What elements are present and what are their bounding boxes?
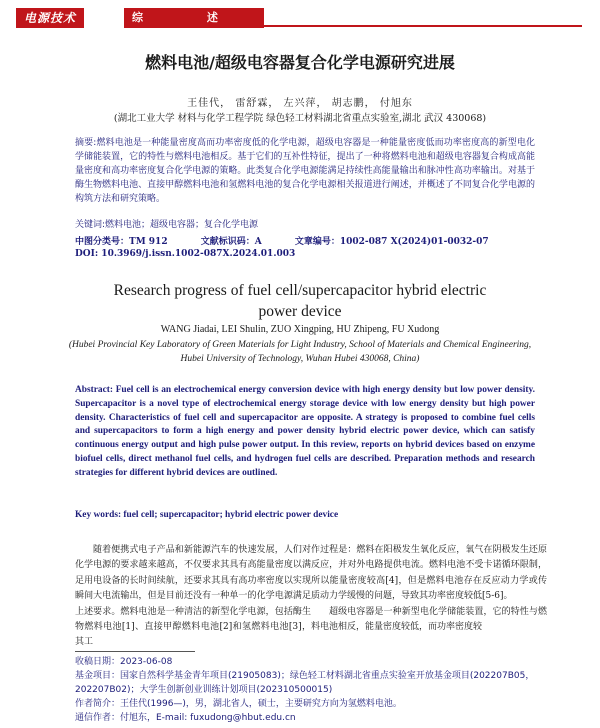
received-date: 收稿日期：2023-06-08 xyxy=(75,657,173,667)
author-bio: 作者简介：王佳代(1996—)，男，湖北省人，硕士，主要研究方向为氢燃料电池。 xyxy=(75,699,402,709)
body-column-left: 随着便携式电子产品和新能源汽车的快速发展，人们对化学电源的要求越来越高，不仅要求其具有高能量密度以满足用电设备的长时间续航，还要求其具有高功率密度以实现瞬间大电流输出，但是目前还没有一种单一的化学电源满足上述要求。燃料电池是一种清洁的新型化学电源，包括酶生物燃料电池[1]、直接甲醇燃料电池[2]和氢燃料电池[3]，其工 xyxy=(75,545,311,648)
document-code: 文献标识码：A xyxy=(200,237,262,247)
footnote-rule xyxy=(75,651,195,652)
section-char-1: 综 xyxy=(132,11,143,24)
corresponding-author: 通信作者：付旭东，E-mail: fuxudong@hbut.edu.cn xyxy=(75,713,296,723)
keywords-english: Key words: fuel cell; supercapacitor; hybrid electric power device xyxy=(75,510,339,520)
journal-header xyxy=(16,8,582,28)
title-chinese: 燃料电池/超级电容器复合化学电源研究进展 xyxy=(145,53,455,72)
abstract-english: Abstract: Fuel cell is an electrochemical energy conversion device with high energy density but low power density. Supercapacitor is a novel type of electrochemical energy storage device with low energy density but high power density. Characteristics of fuel cell and supercapacitor are opposite. A strategy is proposed to combine fuel cells and supercapacitors to form a high energy and power density hybrid electric power device, which can satisfy continuous energy output and high pulse power output. In this review, reports on hybrid devices based on enzyme biofuel cells, direct methanol fuel cells, and hydrogen fuel cells are described. Preparation methods and research strategies for different hybrid devices are outlined. xyxy=(75,385,535,478)
authors-chinese: 王佳代， 雷舒霖， 左兴萍， 胡志鹏， 付旭东 xyxy=(187,98,413,109)
article-number: 文章编号：1002-087 X(2024)01-0032-07 xyxy=(294,237,489,247)
header-rule xyxy=(264,25,582,27)
clc-number: 中图分类号：TM 912 xyxy=(75,237,168,247)
body-column-right xyxy=(311,543,547,635)
footnotes xyxy=(75,655,545,725)
classification-info xyxy=(75,234,535,247)
affiliation-english: (Hubei Provincial Key Laboratory of Green Materials for Light Industry, School of Materials and Chemical Engineering, Hubei University of Technology, Wuhan Hubei 430068, China) xyxy=(68,340,532,364)
affiliation-chinese: (湖北工业大学 材料与化学工程学院 绿色轻工材料湖北省重点实验室,湖北 武汉 430068) xyxy=(113,113,487,124)
doi: DOI: 10.3969/j.issn.1002-087X.2024.01.003 xyxy=(75,249,296,259)
section-label xyxy=(124,8,264,28)
authors-english: WANG Jiadai, LEI Shulin, ZUO Xingping, HU Zhipeng, FU Xudong xyxy=(160,324,440,335)
title-english: Research progress of fuel cell/supercapacitor hybrid electric power device xyxy=(113,282,487,320)
keywords-chinese: 关键词:燃料电池；超级电容器；复合化学电源 xyxy=(75,220,259,230)
section-char-2: 述 xyxy=(206,11,218,24)
body-paragraph: 超级电容器是一种新型电化学储能装置，它的特性与燃料电池相反，能量密度较低，而功率密度较 xyxy=(311,606,547,633)
fund-info: 基金项目：国家自然科学基金青年项目(21905083)；绿色轻工材料湖北省重点实验室开放基金项目(202207B05，202207B02)；大学生创新创业训练计划项目(202310500015) xyxy=(75,671,535,695)
body-paragraph: 作过程是：燃料在阳极发生氧化反应，氧气在阴极发生还原反应，并对外电路提供电流。燃料电池不受卡诺循环限制，所以能量密度较高[4]，但是燃料电池存在反应动力学或传质动力学缓慢的问题，导致其功率密度较低[5-6]。 xyxy=(311,545,547,602)
journal-name: 电源技术 xyxy=(16,8,84,28)
abstract-chinese: 摘要:燃料电池是一种能量密度高而功率密度低的化学电源，超级电容器是一种能量密度低而功率密度高的新型电化学储能装置，它的特性与燃料电池相反。基于它们的互补性特征，提出了一种将燃料电池和超级电容器复合构成高能量密度和高功率密度复合化学电源的策略。此类复合化学电源能满足持续性高能量输出和脉冲性高功率输出。对基于酶生物燃料电池、直接甲醇燃料电池和氢燃料电池的复合化学电源相关报道进行阐述，并概述了不同复合化学电源的构筑方法和研究策略。 xyxy=(75,138,535,204)
